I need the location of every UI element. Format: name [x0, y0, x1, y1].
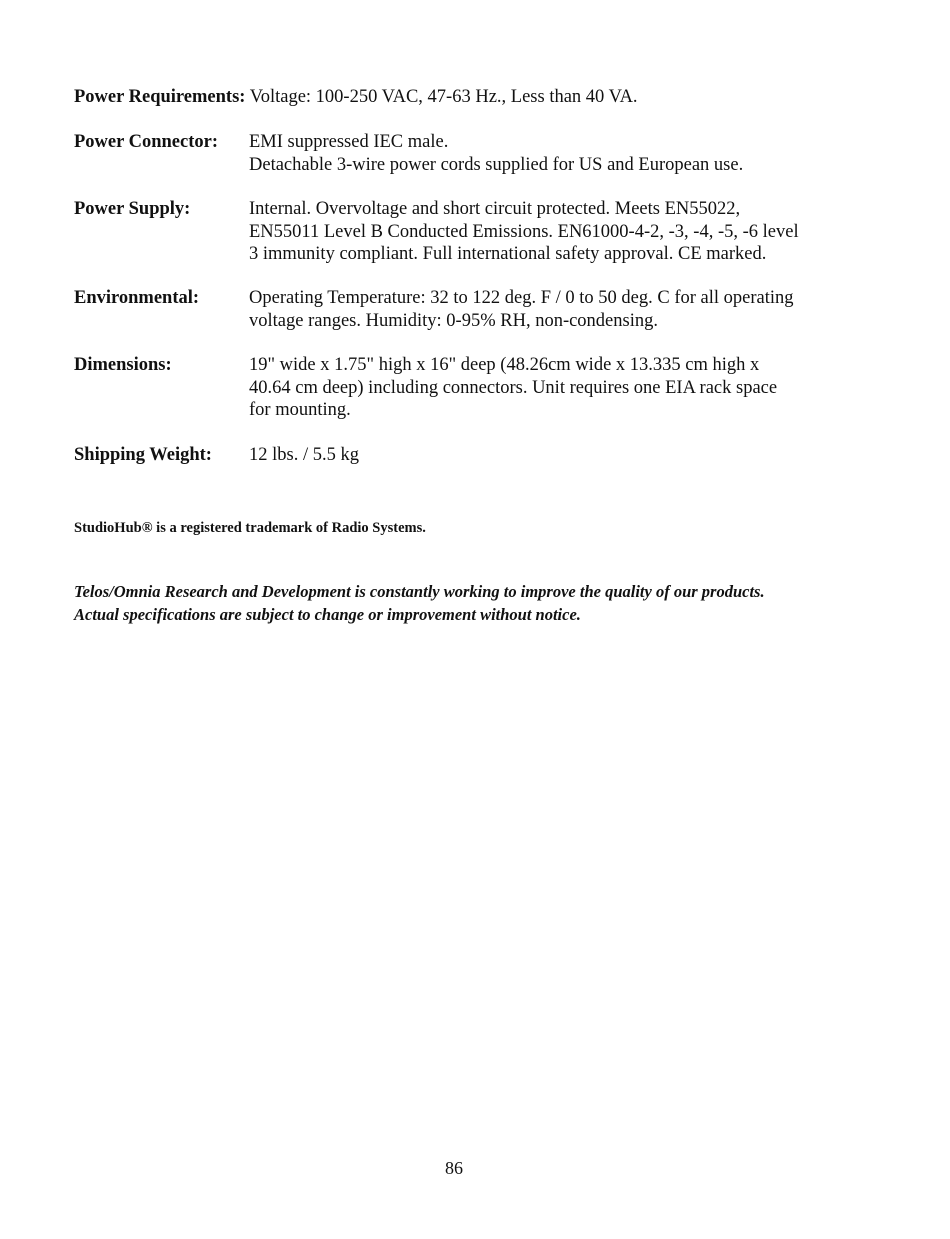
spec-value-line: Internal. Overvoltage and short circuit protected. Meets EN55022, [249, 199, 741, 219]
spec-label-power-supply: Power Supply: [74, 199, 191, 219]
spec-value-line: Operating Temperature: 32 to 122 deg. F / 0 to 50 deg. C for all operating [249, 288, 794, 308]
page-number: 86 [445, 1158, 463, 1178]
spec-value-dimensions [249, 354, 849, 422]
spec-power-requirements [74, 86, 844, 109]
disclaimer-line: Actual specifications are subject to change or improvement without notice. [74, 604, 581, 624]
disclaimer-line: Telos/Omnia Research and Development is constantly working to improve the quality of our products. [74, 582, 765, 601]
spec-label-environmental: Environmental: [74, 288, 200, 308]
spec-label-dimensions: Dimensions: [74, 355, 172, 375]
spec-value-environmental [249, 287, 849, 332]
spec-label-shipping-weight: Shipping Weight: [74, 445, 212, 465]
spec-value-line: voltage ranges. Humidity: 0-95% RH, non-condensing. [249, 310, 658, 331]
spec-label-power-requirements: Power Requirements: [74, 87, 246, 107]
spec-value-line: Detachable 3-wire power cords supplied for US and European use. [249, 154, 744, 175]
spec-value-power-requirements: Voltage: 100-250 VAC, 47-63 Hz., Less than 40 VA. [249, 87, 638, 107]
spec-value-shipping-weight [249, 444, 849, 467]
trademark-note: StudioHub® is a registered trademark of Radio Systems. [74, 520, 426, 536]
spec-label-power-connector: Power Connector: [74, 132, 219, 152]
spec-value-line: EMI suppressed IEC male. [249, 132, 449, 152]
spec-value-line: 19" wide x 1.75" high x 16" deep (48.26cm wide x 13.335 cm high x [249, 355, 760, 375]
disclaimer [74, 581, 765, 626]
spec-value-power-connector [249, 131, 849, 176]
spec-value-power-supply [249, 198, 849, 266]
spec-value-line: 3 immunity compliant. Full international safety approval. CE marked. [249, 244, 767, 264]
spec-value-line: for mounting. [249, 400, 351, 420]
spec-value-line: EN55011 Level B Conducted Emissions. EN61000-4-2, -3, -4, -5, -6 level [249, 221, 799, 242]
spec-value-line: 12 lbs. / 5.5 kg [249, 445, 359, 465]
spec-value-line: 40.64 cm deep) including connectors. Unit requires one EIA rack space [249, 377, 778, 398]
